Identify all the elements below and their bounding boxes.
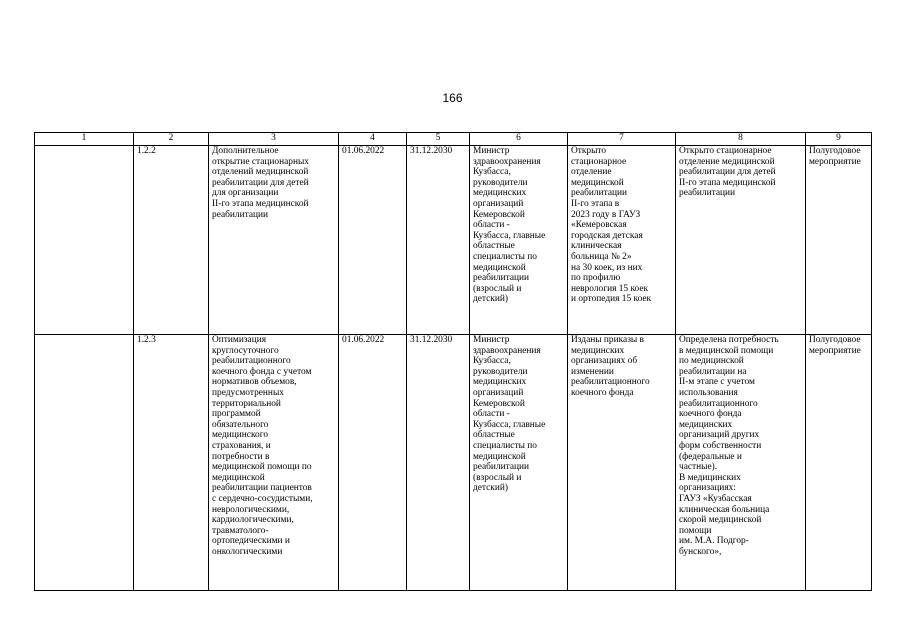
table-row xyxy=(35,146,872,335)
start-date-cell: 01.06.2022 xyxy=(339,335,407,591)
column-number: 9 xyxy=(806,133,872,146)
start-date-cell: 01.06.2022 xyxy=(339,146,407,335)
end-date-cell: 31.12.2030 xyxy=(407,146,470,335)
periodicity-cell: Полугодовое мероприятие xyxy=(806,146,872,335)
indicator-cell: Открыто стационарное отделение медицинской реабилитации для детей II-го этапа медицинской реабилитации xyxy=(676,146,806,335)
table-row xyxy=(35,335,872,591)
row-number-cell xyxy=(35,335,134,591)
column-number: 1 xyxy=(35,133,134,146)
column-number: 7 xyxy=(568,133,676,146)
plan-table xyxy=(34,132,872,591)
column-number: 2 xyxy=(134,133,209,146)
column-number: 6 xyxy=(470,133,568,146)
page-number: 166 xyxy=(442,91,463,105)
column-number-row xyxy=(35,133,872,146)
column-number: 8 xyxy=(676,133,806,146)
result-cell: Открыто стационарное отделение медицинской реабилитации II-го этапа в 2023 году в ГАУЗ «Кемеровская городская детская клиническая больница № 2» на 30 коек, из них по профилю неврология 15 коек и ортопедия 15 коек xyxy=(568,146,676,335)
periodicity-cell: Полугодовое мероприятие xyxy=(806,335,872,591)
activity-cell: Оптимизация круглосуточного реабилитационного коечного фонда с учетом нормативов объемов, предусмотренных территориальной программой обязательного медицинского страхования, и потребности в медицинской помощи по медицинской реабилитации пациентов с сердечно-сосудистыми, неврологическими, кардиологическими, травматолого- ортопедическими и онкологическими xyxy=(209,335,339,591)
end-date-cell: 31.12.2030 xyxy=(407,335,470,591)
item-code-cell: 1.2.3 xyxy=(134,335,209,591)
column-number: 3 xyxy=(209,133,339,146)
column-number: 4 xyxy=(339,133,407,146)
indicator-cell: Определена потребность в медицинской помощи по медицинской реабилитации на II-м этапе с учетом использования реабилитационного коечного фонда медицинских организаций других форм собственности (федеральные и частные). В медицинских организациях: ГАУЗ «Кузбасская клиническая больница скорой медицинской помощи им. М.А. Подгор- бунского», xyxy=(676,335,806,591)
result-cell: Изданы приказы в медицинских организациях об изменении реабилитационного коечного фонда xyxy=(568,335,676,591)
responsible-cell: Министр здравоохранения Кузбасса, руководители медицинских организаций Кемеровской области - Кузбасса, главные областные специалисты по медицинской реабилитации (взрослый и детский) xyxy=(470,146,568,335)
row-number-cell xyxy=(35,146,134,335)
activity-cell: Дополнительное открытие стационарных отделений медицинской реабилитации для детей для организации II-го этапа медицинской реабилитации xyxy=(209,146,339,335)
item-code-cell: 1.2.2 xyxy=(134,146,209,335)
responsible-cell: Министр здравоохранения Кузбасса, руководители медицинских организаций Кемеровской области - Кузбасса, главные областные специалисты по медицинской реабилитации (взрослый и детский) xyxy=(470,335,568,591)
column-number: 5 xyxy=(407,133,470,146)
